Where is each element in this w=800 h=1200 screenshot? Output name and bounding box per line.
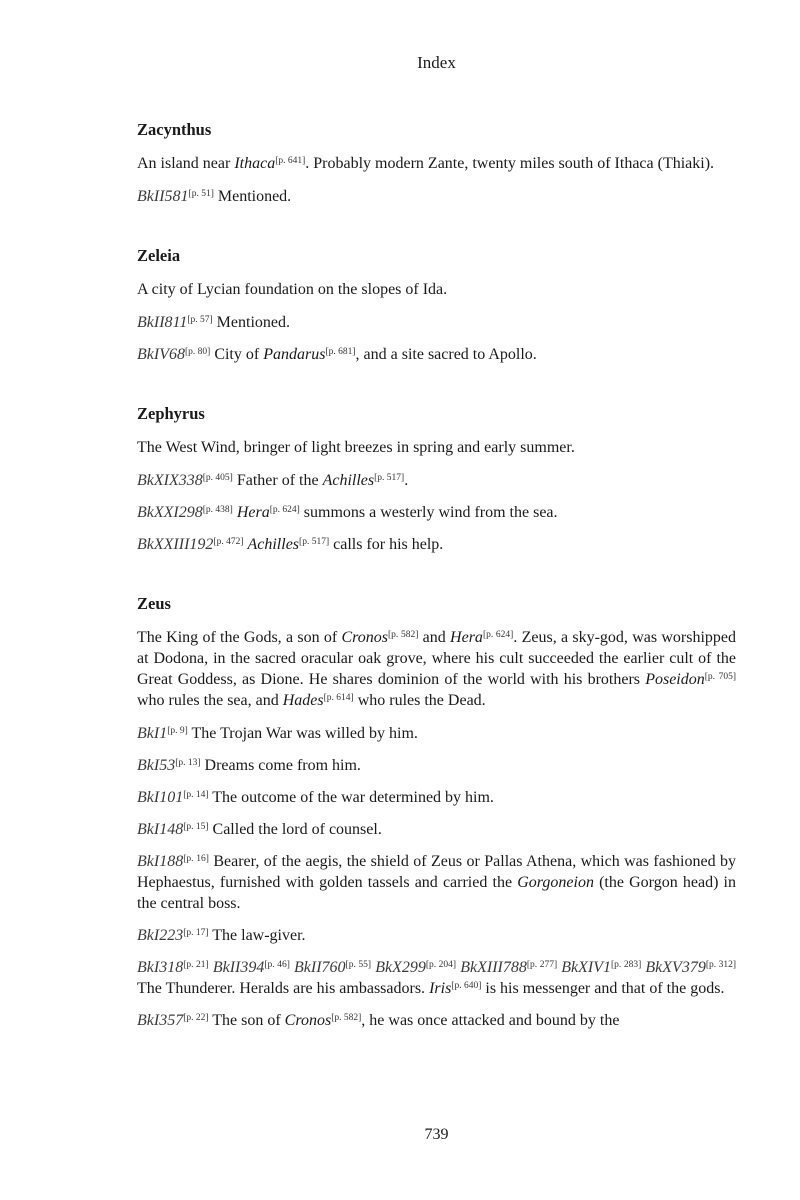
page-header: Index xyxy=(417,53,456,72)
page-reference-link[interactable]: [p. 46] xyxy=(264,960,290,970)
page-reference-link[interactable]: [p. 614] xyxy=(323,693,354,703)
book-line-reference-link[interactable]: BkXIII788 xyxy=(460,959,527,976)
page-reference-link[interactable]: [p. 705] xyxy=(704,672,737,682)
index-cross-reference-link[interactable]: Achilles xyxy=(247,536,300,553)
entry-reference: BkII581[p. 51] Mentioned. xyxy=(137,188,292,205)
book-line-reference-link[interactable]: BkI101 xyxy=(137,789,184,806)
page-reference-link[interactable]: [p. 51] xyxy=(188,189,214,199)
page-reference-link[interactable]: [p. 21] xyxy=(183,960,209,970)
book-line-reference-link[interactable]: BkI188 xyxy=(137,853,184,870)
entry-reference: BkI53[p. 13] Dreams come from him. xyxy=(137,757,361,774)
entry-reference: BkI101[p. 14] The outcome of the war determined by him. xyxy=(137,789,494,806)
page-reference-link[interactable]: [p. 640] xyxy=(451,981,482,991)
entry-title: Zeleia xyxy=(137,246,181,265)
entry-reference: BkI223[p. 17] The law-giver. xyxy=(137,927,306,944)
page-reference-link[interactable]: [p. 283] xyxy=(611,960,642,970)
entry-reference: BkI318[p. 21] BkII394[p. 46] BkII760[p. 55] BkX299[p. 204] BkXIII788[p. 277] BkXIV1[p. 283] BkXV379[p. 312] The Thunderer. Heralds are his ambassadors. Iris[p. 640] is his messenger and that of the gods. xyxy=(137,959,737,997)
page-reference-link[interactable]: [p. 55] xyxy=(345,960,372,970)
page-reference-link[interactable]: [p. 681] xyxy=(325,347,356,357)
index-cross-reference-link[interactable]: Ithaca xyxy=(234,155,276,172)
book-line-reference-link[interactable]: BkXIV1 xyxy=(561,959,612,976)
book-line-reference-link[interactable]: BkI318 xyxy=(137,959,184,976)
page-reference-link[interactable]: [p. 405] xyxy=(202,473,233,483)
page-reference-link[interactable]: [p. 17] xyxy=(183,928,209,938)
book-line-reference-link[interactable]: BkIV68 xyxy=(137,346,185,363)
book-line-reference-link[interactable]: BkII581 xyxy=(137,188,189,205)
page-reference-link[interactable]: [p. 624] xyxy=(269,505,300,515)
book-line-reference-link[interactable]: BkI357 xyxy=(137,1012,184,1029)
index-cross-reference-link[interactable]: Hades xyxy=(282,692,324,709)
entry-definition: The King of the Gods, a son of Cronos[p. 582] and Hera[p. 624]. Zeus, a sky-god, was worshipped at Dodona, in the sacred oracular oak grove, where his cult succeeded the earlier cult of the Great Goddess, as Dione. He shares dominion of the world with his brothers Poseidon[p. 705] who rules the sea, and Hades[p. 614] who rules the Dead. xyxy=(137,629,737,709)
page-reference-link[interactable]: [p. 472] xyxy=(213,537,244,547)
page-reference-link[interactable]: [p. 624] xyxy=(482,630,514,640)
book-line-reference-link[interactable]: BkII394 xyxy=(212,959,265,976)
entry-definition: An island near Ithaca[p. 641]. Probably modern Zante, twenty miles south of Ithaca (Thiaki). xyxy=(137,155,715,172)
entry-reference: BkXXIII192[p. 472] Achilles[p. 517] calls for his help. xyxy=(137,536,444,553)
page-reference-link[interactable]: [p. 582] xyxy=(331,1013,362,1023)
page-reference-link[interactable]: [p. 312] xyxy=(705,960,737,970)
page-reference-link[interactable]: [p. 15] xyxy=(183,822,209,832)
entry-title: Zacynthus xyxy=(137,120,212,139)
page-reference-link[interactable]: [p. 16] xyxy=(183,854,209,864)
entry-reference: BkII811[p. 57] Mentioned. xyxy=(137,314,290,331)
index-cross-reference-link[interactable]: Cronos xyxy=(284,1012,332,1029)
book-line-reference-link[interactable]: BkI223 xyxy=(137,927,184,944)
entry-title: Zeus xyxy=(137,594,171,613)
page-reference-link[interactable]: [p. 517] xyxy=(299,537,330,547)
page-reference-link[interactable]: [p. 582] xyxy=(388,630,419,640)
book-line-reference-link[interactable]: BkI148 xyxy=(137,821,184,838)
entry-definition: A city of Lycian foundation on the slopes of Ida. xyxy=(137,281,448,298)
index-cross-reference-link[interactable]: Poseidon xyxy=(645,671,705,688)
entry-reference: BkXIX338[p. 405] Father of the Achilles[p. 517]. xyxy=(137,472,409,489)
book-line-reference-link[interactable]: BkII811 xyxy=(137,314,188,331)
index-cross-reference-link[interactable]: Pandarus xyxy=(263,346,326,363)
entry-reference: BkXXI298[p. 438] Hera[p. 624] summons a westerly wind from the sea. xyxy=(137,504,558,521)
page-reference-link[interactable]: [p. 14] xyxy=(183,790,209,800)
entry-reference: BkI188[p. 16] Bearer, of the aegis, the shield of Zeus or Pallas Athena, which was fashioned by Hephaestus, furnished with golden tassels and carried the Gorgoneion (the Gorgon head) in the central boss. xyxy=(137,853,736,912)
entry-reference: BkI1[p. 9] The Trojan War was willed by him. xyxy=(137,725,418,742)
page-reference-link[interactable]: [p. 13] xyxy=(175,758,201,768)
page-reference-link[interactable]: [p. 9] xyxy=(167,726,188,736)
page-reference-link[interactable]: [p. 438] xyxy=(202,505,233,515)
page-reference-link[interactable]: [p. 277] xyxy=(526,960,558,970)
book-line-reference-link[interactable]: BkI1 xyxy=(137,725,168,742)
page-number: 739 xyxy=(424,1126,449,1143)
index-cross-reference-link[interactable]: Hera xyxy=(236,504,270,521)
book-line-reference-link[interactable]: BkI53 xyxy=(137,757,176,774)
book-line-reference-link[interactable]: BkXIX338 xyxy=(137,472,203,489)
book-line-reference-link[interactable]: BkXXI298 xyxy=(137,504,203,521)
book-line-reference-link[interactable]: BkXXIII192 xyxy=(137,536,214,553)
index-cross-reference-link[interactable]: Hera xyxy=(450,629,483,646)
page-reference-link[interactable]: [p. 517] xyxy=(374,473,405,483)
index-entry xyxy=(137,245,736,365)
index-content xyxy=(137,119,736,1042)
index-entry xyxy=(137,593,736,1031)
page-reference-link[interactable]: [p. 204] xyxy=(425,960,457,970)
index-cross-reference-link[interactable]: Gorgoneion xyxy=(517,874,594,891)
entry-definition: The West Wind, bringer of light breezes in spring and early summer. xyxy=(137,439,575,456)
index-cross-reference-link[interactable]: Achilles xyxy=(322,472,375,489)
entry-reference: BkI357[p. 22] The son of Cronos[p. 582], he was once attacked and bound by the xyxy=(137,1012,620,1029)
index-cross-reference-link[interactable]: Iris xyxy=(429,980,452,997)
page-reference-link[interactable]: [p. 22] xyxy=(183,1013,209,1023)
index-entry xyxy=(137,119,736,207)
entry-reference: BkI148[p. 15] Called the lord of counsel. xyxy=(137,821,382,838)
entry-title: Zephyrus xyxy=(137,404,205,423)
page-reference-link[interactable]: [p. 57] xyxy=(187,315,213,325)
book-line-reference-link[interactable]: BkXV379 xyxy=(645,959,706,976)
book-line-reference-link[interactable]: BkII760 xyxy=(294,959,346,976)
page-reference-link[interactable]: [p. 641] xyxy=(275,156,306,166)
index-cross-reference-link[interactable]: Cronos xyxy=(341,629,388,646)
page-reference-link[interactable]: [p. 80] xyxy=(184,347,211,357)
index-entry xyxy=(137,403,736,555)
entry-reference: BkIV68[p. 80] City of Pandarus[p. 681], and a site sacred to Apollo. xyxy=(137,346,537,363)
book-line-reference-link[interactable]: BkX299 xyxy=(375,959,426,976)
